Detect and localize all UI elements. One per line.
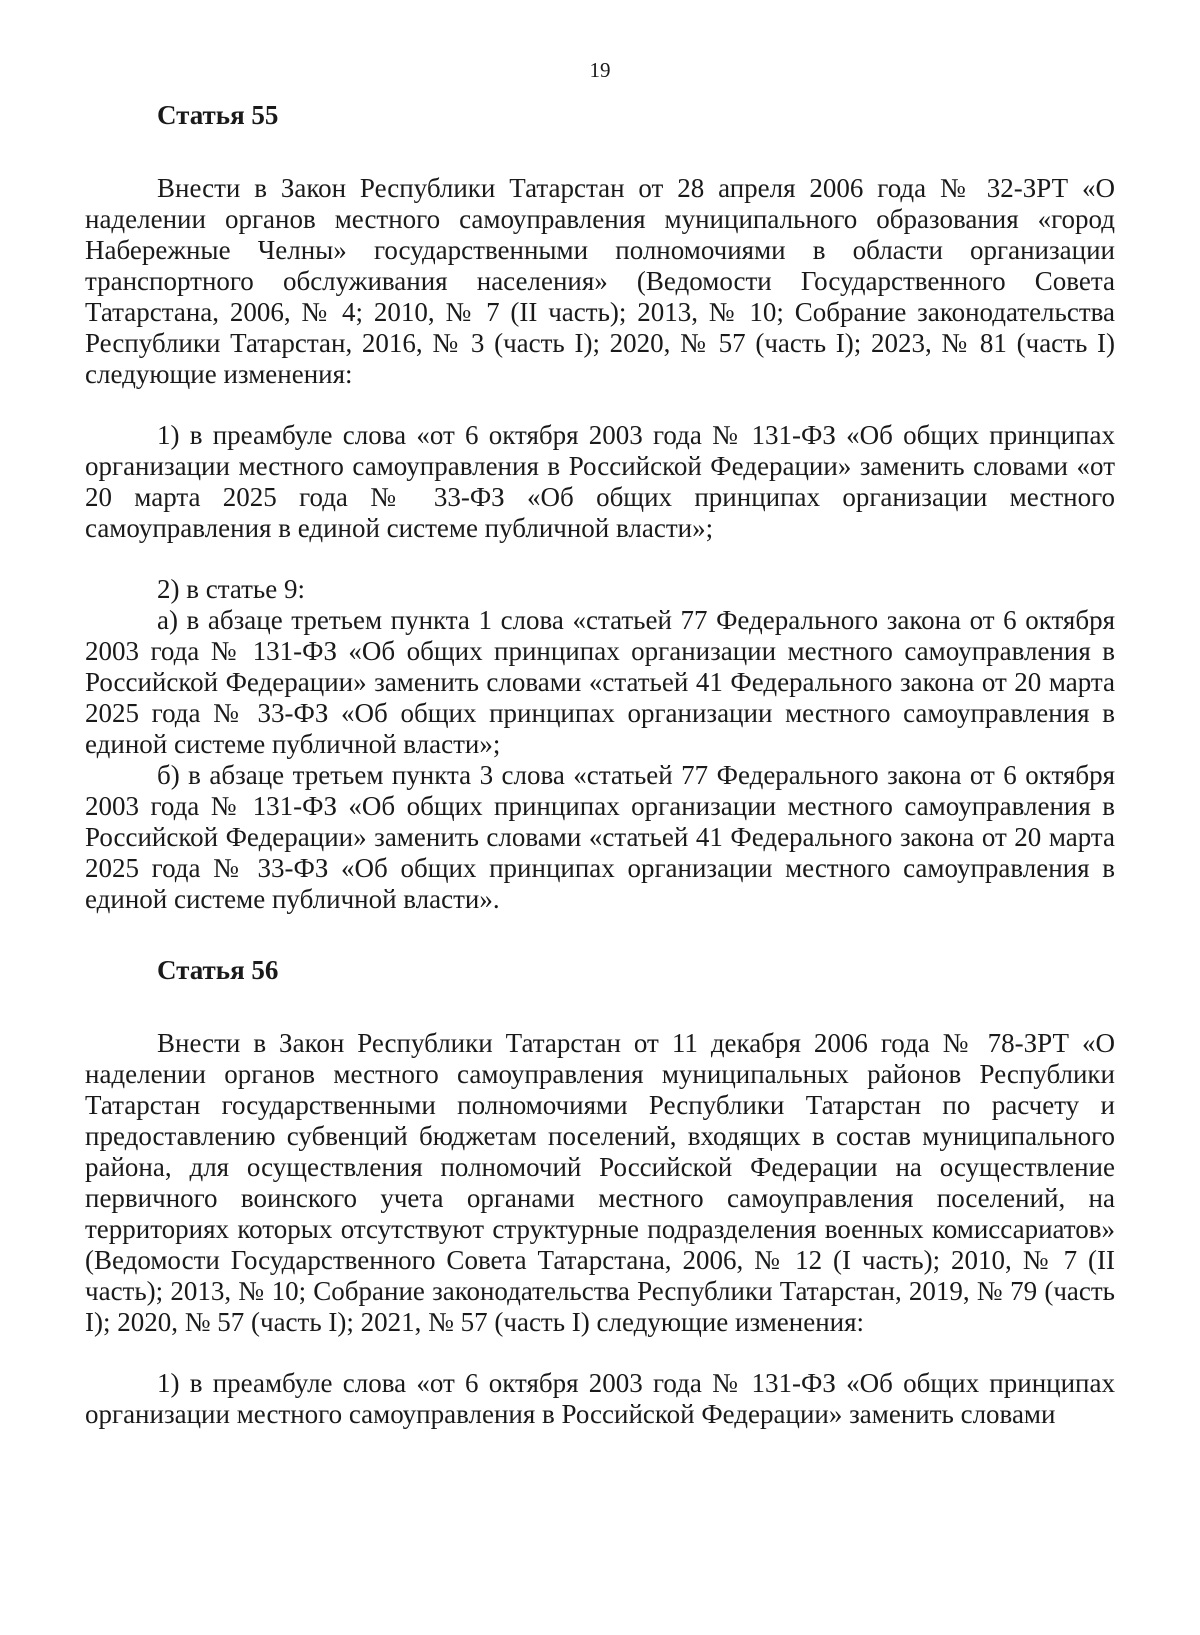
document-body: [85, 100, 1115, 1430]
page-number: 19: [589, 58, 611, 82]
article-56-intro: Внести в Закон Республики Татарстан от 11 декабря 2006 года № 78-ЗРТ «О наделении органов местного самоуправления муниципальных районов Республики Татарстан государственными полномочиями Республики Татарстан по расчету и предоставлению субвенций бюджетам поселений, входящих в состав муниципального района, для осуществления полномочий Российской Федерации на осуществление первичного воинского учета органами местного самоуправления поселений, на территориях которых отсутствуют структурные подразделения военных комиссариатов» (Ведомости Государственного Совета Татарстана, 2006, № 12 (I часть); 2010, № 7 (II часть); 2013, № 10; Собрание законодательства Республики Татарстан, 2019, № 79 (часть I); 2020, № 57 (часть I); 2021, № 57 (часть I) следующие изменения:: [85, 1028, 1115, 1337]
article-55-item-2b: б) в абзаце третьем пункта 3 слова «статьей 77 Федерального закона от 6 октября 2003 года № 131-ФЗ «Об общих принципах организации местного самоуправления в Российской Федерации» заменить словами «статьей 41 Федерального закона от 20 марта 2025 года № 33-ФЗ «Об общих принципах организации местного самоуправления в единой системе публичной власти».: [85, 760, 1115, 914]
article-56-item-1: 1) в преамбуле слова «от 6 октября 2003 года № 131-ФЗ «Об общих принципах организации местного самоуправления в Российской Федерации» заменить словами: [85, 1368, 1115, 1429]
article-55-intro: Внести в Закон Республики Татарстан от 28 апреля 2006 года № 32-ЗРТ «О наделении органов местного самоуправления муниципального образования «город Набережные Челны» государственными полномочиями в области организации транспортного обслуживания населения» (Ведомости Государственного Совета Татарстана, 2006, № 4; 2010, № 7 (II часть); 2013, № 10; Собрание законодательства Республики Татарстан, 2016, № 3 (часть I); 2020, № 57 (часть I); 2023, № 81 (часть I) следующие изменения:: [85, 173, 1115, 389]
article-55: [85, 100, 1115, 915]
article-56: [85, 955, 1115, 1430]
article-55-item-1: 1) в преамбуле слова «от 6 октября 2003 года № 131-ФЗ «Об общих принципах организации местного самоуправления в Российской Федерации» заменить словами «от 20 марта 2025 года № 33-ФЗ «Об общих принципах организации местного самоуправления в единой системе публичной власти»;: [85, 420, 1115, 543]
article-55-heading: Статья 55: [157, 100, 279, 130]
article-55-item-2: 2) в статье 9:: [157, 574, 305, 604]
article-55-item-2a: а) в абзаце третьем пункта 1 слова «статьей 77 Федерального закона от 6 октября 2003 года № 131-ФЗ «Об общих принципах организации местного самоуправления в Российской Федерации» заменить словами «статьей 41 Федерального закона от 20 марта 2025 года № 33-ФЗ «Об общих принципах организации местного самоуправления в единой системе публичной власти»;: [85, 605, 1115, 759]
article-56-heading: Статья 56: [157, 955, 279, 985]
